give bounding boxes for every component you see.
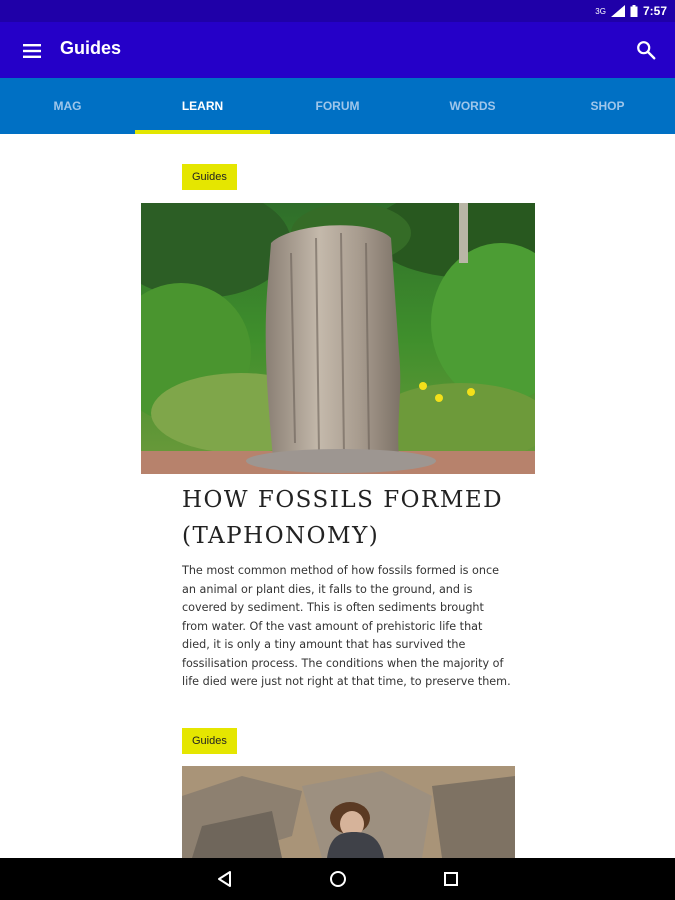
battery-icon: [630, 5, 638, 17]
tab-shop[interactable]: SHOP: [590, 99, 625, 113]
excerpt-line: an animal or plant dies, it falls to the ground, and is: [182, 582, 473, 596]
article-image[interactable]: [182, 766, 515, 858]
excerpt-line: covered by sediment. This is often sediments brought: [182, 601, 484, 614]
search-icon[interactable]: [635, 39, 657, 61]
article-excerpt: [182, 562, 522, 692]
petrified-wood-photo: [141, 203, 535, 474]
status-bar: [0, 0, 675, 22]
network-type-label: 3G: [595, 6, 606, 16]
system-nav-bar: [0, 858, 675, 900]
tab-forum[interactable]: FORUM: [315, 99, 360, 113]
article-tag[interactable]: Guides: [182, 164, 237, 190]
back-triangle-icon[interactable]: [215, 869, 235, 889]
rock-outcrop-photo: [182, 766, 515, 858]
excerpt-line: from water. Of the vast amount of prehistoric life that: [182, 619, 483, 633]
signal-icon: [611, 5, 625, 17]
status-icons: [595, 3, 667, 19]
tab-bar: [0, 78, 675, 134]
article-image[interactable]: [141, 203, 535, 474]
hamburger-menu-icon[interactable]: [20, 39, 44, 63]
tab-learn[interactable]: LEARN: [181, 99, 224, 113]
excerpt-line: died, it is only a tiny amount that has survived the: [182, 638, 466, 651]
page-title: Guides: [60, 38, 122, 58]
app-bar: [0, 22, 675, 78]
recents-square-icon[interactable]: [441, 869, 461, 889]
tab-words[interactable]: WORDS: [449, 99, 496, 113]
article-feed[interactable]: [0, 134, 675, 858]
excerpt-line: fossilisation process. The conditions when the majority of: [182, 656, 504, 670]
home-circle-icon[interactable]: [328, 869, 348, 889]
article-title-line: HOW FOSSILS FORMED: [182, 487, 504, 513]
article-title-line: (TAPHONOMY): [182, 523, 380, 549]
excerpt-line: The most common method of how fossils formed is once: [182, 564, 500, 577]
tab-mag[interactable]: MAG: [53, 99, 82, 113]
excerpt-line: life died were just not right at that time, to preserve them.: [182, 675, 511, 688]
status-time: 7:57: [642, 4, 667, 18]
article-title[interactable]: [182, 482, 522, 554]
article-tag[interactable]: Guides: [182, 728, 237, 754]
